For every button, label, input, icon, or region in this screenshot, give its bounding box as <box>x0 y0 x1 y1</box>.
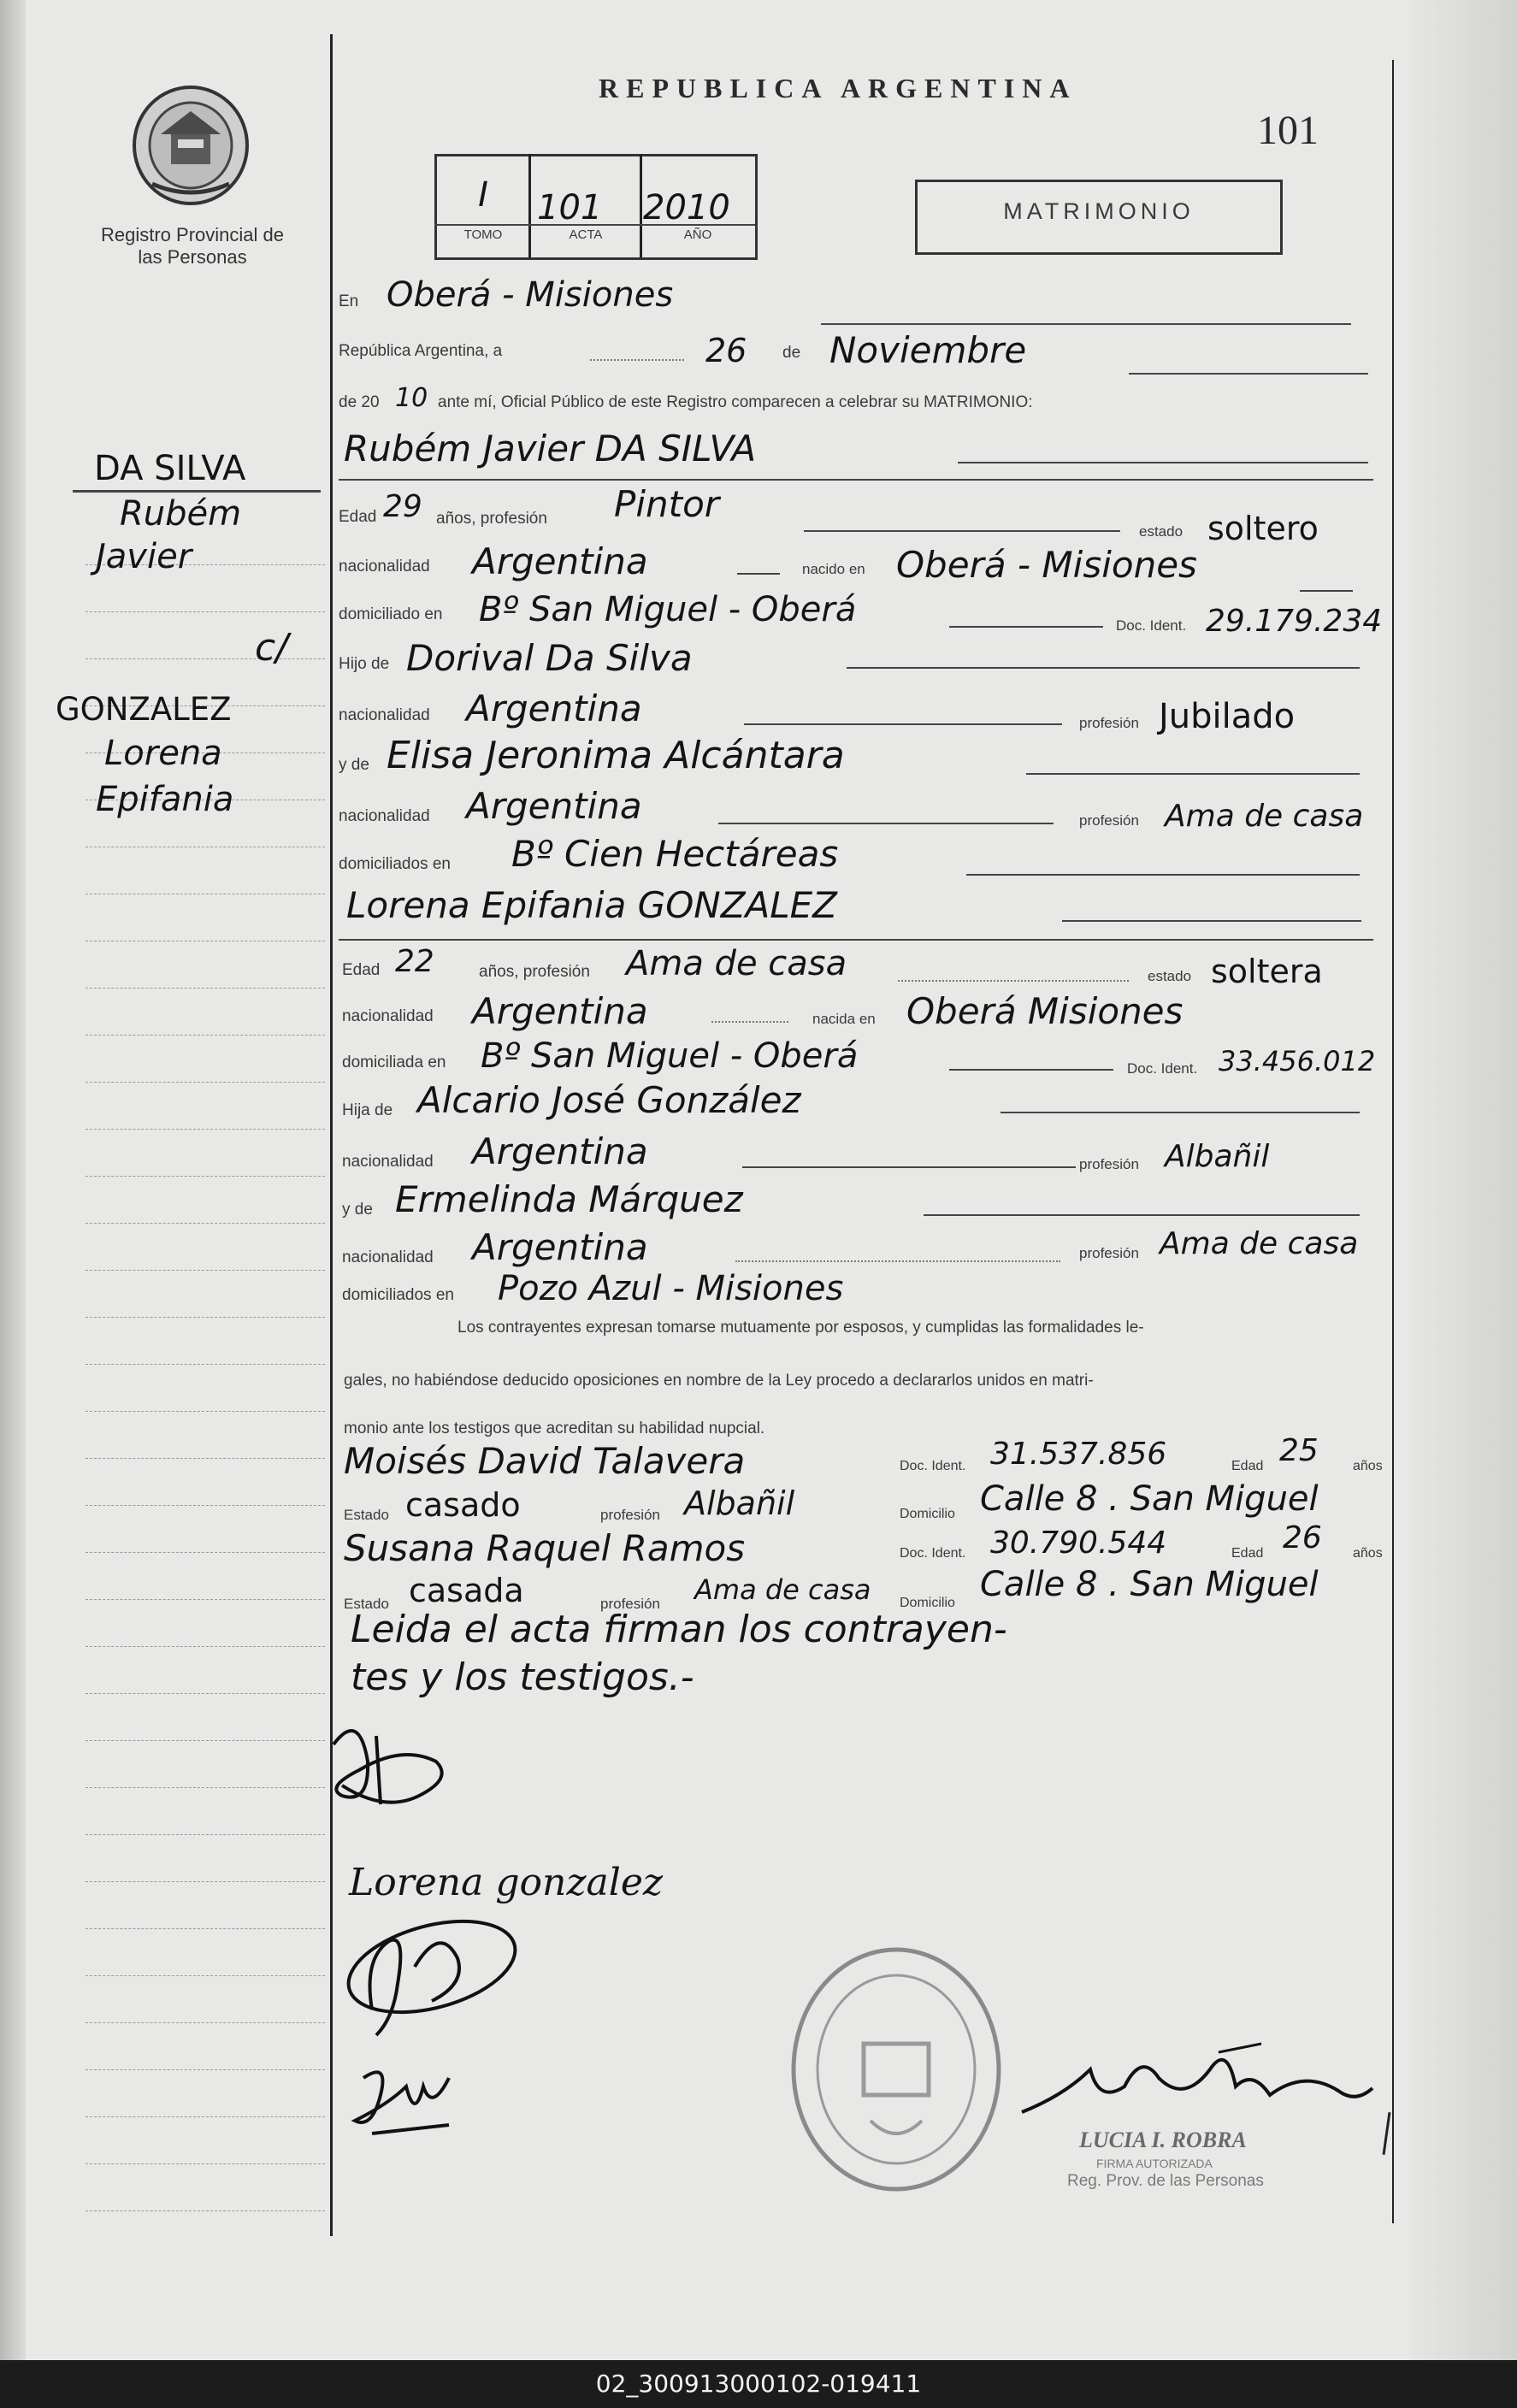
fill-line <box>718 823 1054 824</box>
margin-rule-line <box>86 2163 325 2164</box>
registry-stamp <box>785 1941 1007 2198</box>
witness1-anos-label: años <box>1353 1459 1383 1473</box>
official-title: FIRMA AUTORIZADA <box>1096 2157 1213 2170</box>
groom-full-name: Rubém Javier DA SILVA <box>344 428 757 469</box>
declaration-line2: gales, no habiéndose deducido oposiciones en nombre de la Ley procedo a declararlos unidos en matri- <box>344 1372 1094 1390</box>
provincial-seal-logo <box>127 81 255 210</box>
de-label: de <box>782 344 801 362</box>
margin-rule-line <box>86 1646 325 1647</box>
groom-address: Bº San Miguel - Oberá <box>479 590 857 629</box>
right-border-line <box>1392 60 1394 2223</box>
margin-rule-line <box>86 2210 325 2211</box>
margin-rule-line <box>86 1552 325 1553</box>
margin-rule-line <box>86 2069 325 2070</box>
bride-yde-label: y de <box>342 1201 373 1219</box>
groom-parents-address: Bº Cien Hectáreas <box>511 833 839 875</box>
margin-rule-line <box>86 1693 325 1694</box>
witness2-profession: Ama de casa <box>694 1573 871 1606</box>
margin-rule-line <box>86 1223 325 1224</box>
bride-status: soltera <box>1211 953 1323 990</box>
witness2-prof-label: profesión <box>600 1596 660 1612</box>
groom-hijo-label: Hijo de <box>339 655 390 673</box>
margin-underline <box>73 490 321 493</box>
tomo-value: I <box>478 175 488 215</box>
bride-full-name: Lorena Epifania GONZALEZ <box>346 884 837 926</box>
margin-rule-line <box>86 1740 325 1741</box>
bride-profession: Ama de casa <box>626 944 847 983</box>
bride-parents-dom-label: domiciliados en <box>342 1286 454 1304</box>
place-value: Oberá - Misiones <box>387 275 674 315</box>
bride-father-prof-label: profesión <box>1079 1156 1139 1172</box>
groom-age: 29 <box>383 489 422 524</box>
margin-rule-line <box>86 1364 325 1365</box>
bride-mother: Ermelinda Márquez <box>395 1178 743 1220</box>
groom-mother-profession: Ama de casa <box>1165 799 1364 834</box>
official-signature <box>1013 2035 1381 2138</box>
signature-stroke <box>1383 2112 1391 2155</box>
fill-line <box>966 874 1360 876</box>
bride-nationality: Argentina <box>472 990 648 1032</box>
witness2-estado-label: Estado <box>344 1596 389 1612</box>
witness2-doc: 30.790.544 <box>990 1526 1167 1561</box>
fill-line <box>958 462 1368 463</box>
bride-doc: 33.456.012 <box>1219 1045 1376 1077</box>
margin-rule-line <box>86 1505 325 1506</box>
fill-line <box>821 323 1351 325</box>
groom-nacido-label: nacido en <box>802 561 865 577</box>
groom-estado-label: estado <box>1139 523 1183 540</box>
margin-rule-line <box>86 1928 325 1929</box>
margin-bride-surname: GONZALEZ <box>56 691 232 728</box>
registry-name: Registro Provincial de las Personas <box>101 224 284 268</box>
witness2-edad-label: Edad <box>1231 1546 1264 1561</box>
fill-line <box>1129 373 1368 375</box>
bride-parents-address: Pozo Azul - Misiones <box>498 1269 844 1308</box>
margin-rule-line <box>86 1317 325 1318</box>
margin-groom-name1: Rubém <box>120 494 242 534</box>
fill-line <box>804 530 1120 532</box>
fill-line <box>744 723 1062 725</box>
witness1-age: 25 <box>1279 1433 1319 1468</box>
bride-estado-label: estado <box>1148 968 1192 984</box>
fill-line <box>924 1214 1360 1216</box>
fill-line <box>898 980 1129 982</box>
groom-parents-dom-label: domiciliados en <box>339 855 451 873</box>
ref-box-divider <box>528 154 531 257</box>
country-title: REPUBLICA ARGENTINA <box>599 73 1077 103</box>
margin-rule-line <box>86 1035 325 1036</box>
margin-bride-name2: Epifania <box>96 780 234 819</box>
groom-father-nationality: Argentina <box>466 688 642 729</box>
margin-rule-line <box>86 658 325 659</box>
margin-rule-line <box>86 1270 325 1271</box>
witness1-dom-label: Domicilio <box>900 1507 955 1521</box>
margin-groom-name2: Javier <box>96 537 192 576</box>
margin-rule-line <box>86 611 325 612</box>
bride-edad-label: Edad <box>342 961 381 979</box>
witness2-age: 26 <box>1283 1520 1322 1555</box>
margin-rule-line <box>86 1082 325 1083</box>
republica-label: República Argentina, a <box>339 342 503 360</box>
acta-label: ACTA <box>569 227 603 242</box>
groom-father-prof-label: profesión <box>1079 715 1139 731</box>
groom-nationality: Argentina <box>472 540 648 582</box>
bride-mother-nationality: Argentina <box>472 1226 648 1268</box>
en-label: En <box>339 292 359 310</box>
fill-line <box>737 573 780 575</box>
groom-mother-nationality: Argentina <box>466 785 642 827</box>
anio-value: 2010 <box>643 188 730 227</box>
fill-line <box>949 626 1103 628</box>
day-value: 26 <box>705 332 747 369</box>
witness2-address: Calle 8 . San Miguel <box>980 1565 1319 1604</box>
groom-signature <box>308 1710 462 1821</box>
groom-birthplace: Oberá - Misiones <box>896 544 1197 586</box>
bride-father-nationality: Argentina <box>472 1130 648 1172</box>
witness1-status: casado <box>405 1486 521 1524</box>
margin-groom-surname: DA SILVA <box>94 449 246 488</box>
fill-line <box>1026 773 1360 775</box>
bride-address: Bº San Miguel - Oberá <box>481 1036 859 1076</box>
section-rule <box>339 939 1373 941</box>
bride-mother-nat-label: nacionalidad <box>342 1248 434 1266</box>
record-type: MATRIMONIO <box>1003 198 1195 224</box>
fill-line <box>735 1260 1060 1262</box>
closing-line1: Leida el acta firman los contrayen- <box>351 1608 1007 1651</box>
de-year-label: de 20 <box>339 393 380 411</box>
page-edge <box>1409 0 1517 2360</box>
witness2-name: Susana Raquel Ramos <box>344 1527 746 1569</box>
file-id-bar: 02_300913000102-019411 <box>0 2360 1517 2408</box>
margin-bride-name1: Lorena <box>104 734 222 773</box>
witness1-address: Calle 8 . San Miguel <box>980 1479 1319 1519</box>
fill-line <box>1062 920 1361 922</box>
margin-rule-line <box>86 1787 325 1788</box>
witness2-signature <box>346 2052 466 2146</box>
margin-rule-line <box>86 1176 325 1177</box>
official-name: LUCIA I. ROBRA <box>1079 2128 1247 2152</box>
groom-anos-profesion-label: años, profesión <box>436 510 547 528</box>
witness1-doc: 31.537.856 <box>990 1437 1167 1472</box>
margin-rule-line <box>86 1975 325 1976</box>
groom-mother: Elisa Jeronima Alcántara <box>387 734 845 777</box>
bride-mother-profession: Ama de casa <box>1160 1226 1359 1261</box>
groom-doc: 29.179.234 <box>1206 604 1383 639</box>
witness1-profession: Albañil <box>684 1484 795 1522</box>
groom-yde-label: y de <box>339 756 369 774</box>
fill-line <box>1001 1112 1360 1113</box>
page-number: 101 <box>1257 108 1319 153</box>
groom-domiciliado-label: domiciliado en <box>339 605 443 623</box>
witness2-dom-label: Domicilio <box>900 1596 955 1610</box>
witness1-signature <box>338 1907 543 2044</box>
fill-line <box>590 359 684 361</box>
margin-rule-line <box>86 2116 325 2117</box>
groom-father-nat-label: nacionalidad <box>339 706 430 724</box>
margin-rule-line <box>86 1129 325 1130</box>
official-office: Reg. Prov. de las Personas <box>1067 2172 1264 2190</box>
declaration-line3: monio ante los testigos que acreditan su habilidad nupcial. <box>344 1419 765 1437</box>
witness1-edad-label: Edad <box>1231 1459 1264 1473</box>
bride-father-nat-label: nacionalidad <box>342 1153 434 1171</box>
groom-father-profession: Jubilado <box>1159 697 1296 736</box>
margin-rule-line <box>86 1881 325 1882</box>
acta-value: 101 <box>537 188 603 227</box>
bride-age: 22 <box>395 944 434 979</box>
groom-nacionalidad-label: nacionalidad <box>339 558 430 575</box>
tomo-label: TOMO <box>463 227 503 242</box>
margin-rule-line <box>86 1411 325 1412</box>
margin-connector: c/ <box>255 626 289 670</box>
closing-line2: tes y los testigos.- <box>351 1656 694 1699</box>
margin-rule-line <box>86 1458 325 1459</box>
witness1-prof-label: profesión <box>600 1507 660 1523</box>
witness1-estado-label: Estado <box>344 1507 389 1523</box>
witness2-doc-label: Doc. Ident. <box>900 1546 966 1561</box>
fill-line <box>742 1166 1076 1168</box>
bride-mother-prof-label: profesión <box>1079 1245 1139 1261</box>
witness2-status: casada <box>409 1572 524 1609</box>
bride-signature: Lorena gonzalez <box>349 1861 664 1904</box>
ref-box-divider <box>640 154 642 257</box>
margin-divider-line <box>330 34 333 2236</box>
margin-rule-line <box>86 988 325 989</box>
year-suffix: 10 <box>395 383 428 413</box>
bride-nacida-label: nacida en <box>812 1011 876 1027</box>
margin-rule-line <box>86 1599 325 1600</box>
bride-anos-profesion-label: años, profesión <box>479 963 590 981</box>
intro-text: ante mí, Oficial Público de este Registro comparecen a celebrar su MATRIMONIO: <box>438 393 1033 411</box>
book-binding-edge <box>0 0 26 2360</box>
declaration-line1: Los contrayentes expresan tomarse mutuamente por esposos, y cumplidas las formalidades le- <box>457 1319 1144 1337</box>
bride-father: Alcario José González <box>417 1079 801 1121</box>
witness2-anos-label: años <box>1353 1546 1383 1561</box>
month-value: Noviembre <box>829 329 1027 371</box>
bride-hija-label: Hija de <box>342 1101 393 1119</box>
bride-domiciliada-label: domiciliada en <box>342 1054 446 1071</box>
anio-label: AÑO <box>683 227 712 242</box>
groom-status: soltero <box>1207 510 1319 547</box>
fill-line <box>847 667 1360 669</box>
groom-mother-prof-label: profesión <box>1079 812 1139 829</box>
witness1-doc-label: Doc. Ident. <box>900 1459 966 1473</box>
section-rule <box>339 479 1373 481</box>
bride-nacionalidad-label: nacionalidad <box>342 1007 434 1025</box>
margin-rule-line <box>86 2022 325 2023</box>
bride-father-profession: Albañil <box>1165 1139 1270 1174</box>
fill-line <box>711 1021 788 1023</box>
bride-doc-label: Doc. Ident. <box>1127 1060 1198 1077</box>
groom-profession: Pintor <box>614 483 720 525</box>
groom-mother-nat-label: nacionalidad <box>339 807 430 825</box>
bride-birthplace: Oberá Misiones <box>906 990 1183 1032</box>
witness1-name: Moisés David Talavera <box>344 1440 746 1482</box>
margin-rule-line <box>86 1834 325 1835</box>
fill-line <box>1300 590 1353 592</box>
groom-edad-label: Edad <box>339 508 377 526</box>
fill-line <box>949 1069 1113 1071</box>
groom-doc-label: Doc. Ident. <box>1116 617 1187 634</box>
groom-father: Dorival Da Silva <box>406 637 693 679</box>
